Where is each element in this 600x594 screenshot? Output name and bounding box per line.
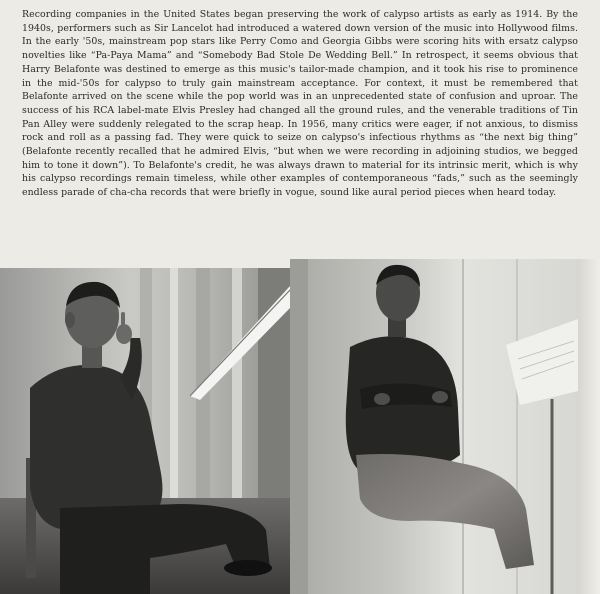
- right-photo: [290, 259, 578, 594]
- photo-man-seated-thinking-icon: [0, 268, 290, 594]
- page-edge-shadow: [578, 259, 600, 594]
- photo-man-seated-arms-crossed-icon: [290, 259, 578, 594]
- left-photo: [0, 268, 290, 594]
- article-text-block: [22, 8, 578, 200]
- article-paragraph: Recording companies in the United States began preserving the work of calypso artists as early as 1914. By the 1940s, performers such as Sir Lancelot had introduced a watered down version of the music into Hollywood films. In the early '50s, mainstream pop stars like Perry Como and Georgia Gibbs were scoring hits with ersatz calypso novelties like “Pa-Paya Mama” and “Somebody Bad Stole De Wedding Bell.” In retrospect, it seems obvious that Harry Belafonte was destined to emerge as this music's tailor-made champion, and it took his rise to prominence in the mid-'50s for calypso to truly gain mainstream acceptance. For context, it must be remembered that Belafonte arrived on the scene while the pop world was in an unprecedented state of confusion and uproar. The success of his RCA label-mate Elvis Presley had changed all the ground rules, and the venerable traditions of Tin Pan Alley were suddenly relegated to the scrap heap. In 1956, many critics were eager, if not anxious, to dismiss rock and roll as a passing fad. They were quick to seize on calypso's infectious rhythms as “the next big thing” (Belafonte recently recalled that he admired Elvis, “but when we were recording in adjoining studios, we begged him to tone it down”). To Belafonte's credit, he was always drawn to material for its intrinsic merit, which is why his calypso recordings remain timeless, while other examples of contemporaneous “fads,” such as the seemingly endless parade of cha-cha records that were briefly in vogue, sound like aural period pieces when heard today.: [22, 9, 578, 199]
